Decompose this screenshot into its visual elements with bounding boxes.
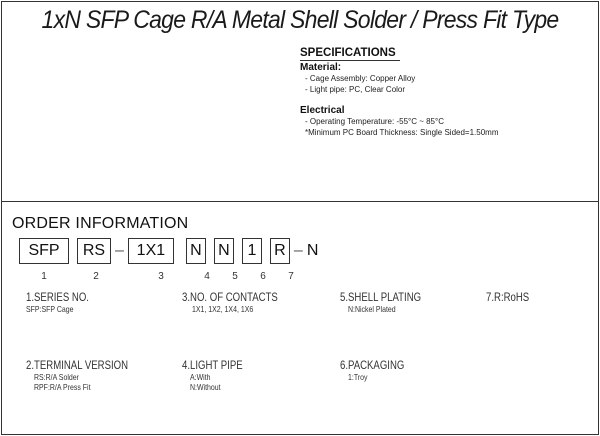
material-line: - Cage Assembly: Copper Alloy: [305, 74, 416, 83]
option-contacts: [182, 290, 302, 314]
option-title: 3.NO. OF CONTACTS: [182, 290, 278, 304]
position-number: 3: [158, 271, 164, 282]
position-number: 1: [41, 271, 47, 282]
option-terminal: [26, 358, 154, 392]
option-light-pipe: [182, 358, 258, 392]
option-line: RS:R/A Solder: [34, 372, 79, 382]
specifications-heading: SPECIFICATIONS: [300, 47, 396, 59]
part-suffix: N: [306, 242, 319, 259]
material-line: - Light pipe: PC, Clear Color: [305, 85, 406, 94]
material-heading: Material:: [300, 62, 342, 73]
part-dash: –: [293, 242, 303, 259]
part-box-light-pipe: N: [186, 238, 206, 264]
position-number: 4: [204, 271, 210, 282]
option-line: N:Nickel Plated: [348, 304, 396, 314]
option-packaging: [340, 358, 420, 382]
option-line: RPF:R/A Press Fit: [34, 382, 91, 392]
part-box-contacts: 1X1: [128, 238, 174, 264]
part-box-series: SFP: [19, 238, 69, 264]
page-title: 1xN SFP Cage R/A Metal Shell Solder / Press Fit Type: [41, 6, 559, 34]
option-title: 6.PACKAGING: [340, 358, 405, 372]
position-number: 7: [288, 271, 294, 282]
part-dash: –: [115, 242, 124, 259]
position-number: 5: [232, 271, 238, 282]
option-title: 1.SERIES NO.: [26, 290, 89, 304]
option-title: 2.TERMINAL VERSION: [26, 358, 129, 372]
part-box-plating: N: [214, 238, 234, 264]
electrical-heading: Electrical: [300, 105, 345, 116]
option-line: N:Without: [190, 382, 221, 392]
part-number: [19, 238, 318, 264]
option-line: 1X1, 1X2, 1X4, 1X6: [192, 304, 254, 314]
option-line: SFP:SFP Cage: [26, 304, 74, 314]
option-plating: [340, 290, 441, 314]
electrical-line: *Minimum PC Board Thickness: Single Sided=1.50mm: [305, 128, 499, 137]
order-information-heading: ORDER INFORMATION: [12, 215, 189, 232]
option-rohs: [486, 290, 540, 304]
part-box-packaging: 1: [242, 238, 262, 264]
position-number: 2: [93, 271, 99, 282]
specifications-panel: [300, 47, 590, 138]
option-title: 5.SHELL PLATING: [340, 290, 422, 304]
electrical-line: - Operating Temperature: -55°C ~ 85°C: [305, 117, 444, 126]
part-box-rohs: R: [270, 238, 290, 264]
option-series: [26, 290, 105, 314]
position-number: 6: [260, 271, 266, 282]
section-divider: [1, 201, 599, 202]
option-line: 1:Troy: [348, 372, 368, 382]
part-box-terminal: RS: [77, 238, 111, 264]
option-line: A:With: [190, 372, 211, 382]
option-title: 7.R:RoHS: [486, 290, 530, 304]
option-title: 4.LIGHT PIPE: [182, 358, 243, 372]
specifications-underline: [300, 60, 400, 61]
